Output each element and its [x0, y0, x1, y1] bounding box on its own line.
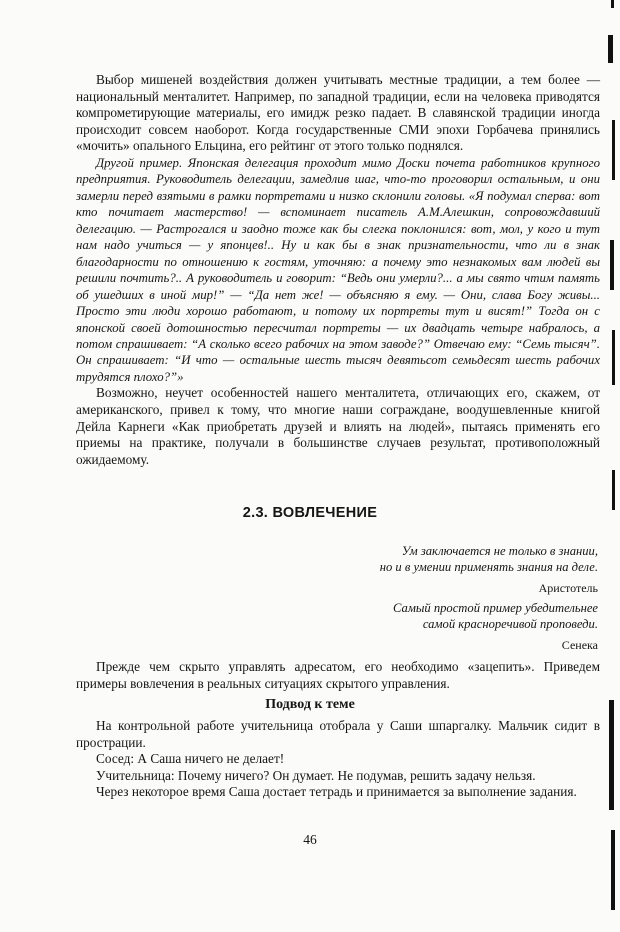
subsection-title: Подвод к теме	[265, 697, 355, 712]
scan-edge-mark	[610, 240, 614, 290]
scan-edge-mark	[612, 470, 615, 510]
dialogue-line: Через некоторое время Саша достает тетрадь и принимается за выполнение задания.	[96, 784, 577, 800]
scan-edge-mark	[611, 830, 615, 910]
lead-text	[76, 659, 600, 692]
paragraph-japanese-example: Другой пример. Японская делегация проходит мимо Доски почета работников крупного предприятия. Руководитель делегации, замедлив шаг, что-то проговорил остальным, и они замерли перед взятыми в рамки портретами и низко склонили головы. «Я подумал сперва: вот кто почитает мастерство! — вспоминает писатель А.М.Алешкин, сопровождавший делегацию. — Растрогался и заодно тоже как бы слегка поклонился: вот, мол, у кого и тут нам надо учиться — у японцев!.. Ну и как бы в знак признательности, что ли в знак благодарности по отношению к гостям, уточняю: а почему это незнакомых вам людей вы решили почтить?.. А руководитель и говорит: “Ведь они умерли?... а мы свято чтим память об ушедших в иной мир!” — “Да нет же! — объясняю я ему. — Они, слава Богу живы... Просто эти люди хорошо работают, и потому их портреты тут и висят!” Тогда он с японской своей дотошностью пересчитал портреты — их двадцать четыре набралось, а потом спрашивает: “А сколько всего рабочих на этом заводе?” Отвечаю ему: “Семь тысяч”. Он спрашивает: “И что — остальные шесть тысяч девятьсот семьдесят шесть рабочих трудятся плохо?”»	[76, 155, 600, 384]
epigraph-aristotle	[380, 543, 598, 596]
epigraph-author: Аристотель	[538, 581, 598, 595]
scan-edge-mark	[612, 330, 615, 385]
epigraph-line: Ум заключается не только в знании,	[401, 544, 598, 558]
intro-text	[76, 72, 600, 468]
page-number: 46	[303, 832, 317, 847]
paragraph-carnegie: Возможно, неучет особенностей нашего менталитета, отличающих его, скажем, от американского, привел к тому, что многие наши сограждане, воодушевленные книгой Дейла Карнеги «Как приобретать друзей и влиять на людей», пытаясь применять его приемы на практике, получали в большинстве случаев результат, противоположный ожидаемому.	[76, 385, 600, 467]
paragraph-lead: Прежде чем скрыто управлять адресатом, его необходимо «зацепить». Приведем примеры вовлечения в реальных ситуациях скрытого управления.	[76, 659, 600, 691]
paragraph-mentality: Выбор мишеней воздействия должен учитывать местные традиции, а тем более — национальный менталитет. Например, по западной традиции, если на человека приводятся компрометирующие материалы, его имидж резко падает. В славянской традиции иногда происходит совсем наоборот. Когда государственные СМИ эпохи Горбачева принялись «мочить» опального Ельцина, его рейтинг от этого только поднялся.	[76, 72, 600, 154]
dialogue-line: Сосед: А Саша ничего не делает!	[96, 751, 285, 767]
subsection-text	[76, 718, 600, 801]
epigraph-line: Самый простой пример убедительнее	[393, 601, 598, 615]
epigraph-line: но и в умении применять знания на деле.	[379, 560, 598, 574]
scan-edge-mark	[609, 700, 614, 810]
epigraph-line: самой красноречивой проповеди.	[422, 617, 598, 631]
dialogue-line: На контрольной работе учительница отобрала у Саши шпаргалку. Мальчик сидит в прострации.	[76, 718, 600, 750]
scan-edge-mark	[611, 0, 614, 8]
scan-edge-mark	[608, 35, 613, 63]
epigraph-author: Сенека	[561, 638, 598, 652]
section-title: 2.3. ВОВЛЕЧЕНИЕ	[242, 505, 378, 521]
epigraph-seneca	[393, 600, 598, 653]
dialogue-line: Учительница: Почему ничего? Он думает. Не подумав, решить задачу нельзя.	[96, 767, 536, 783]
scan-edge-mark	[612, 120, 615, 180]
